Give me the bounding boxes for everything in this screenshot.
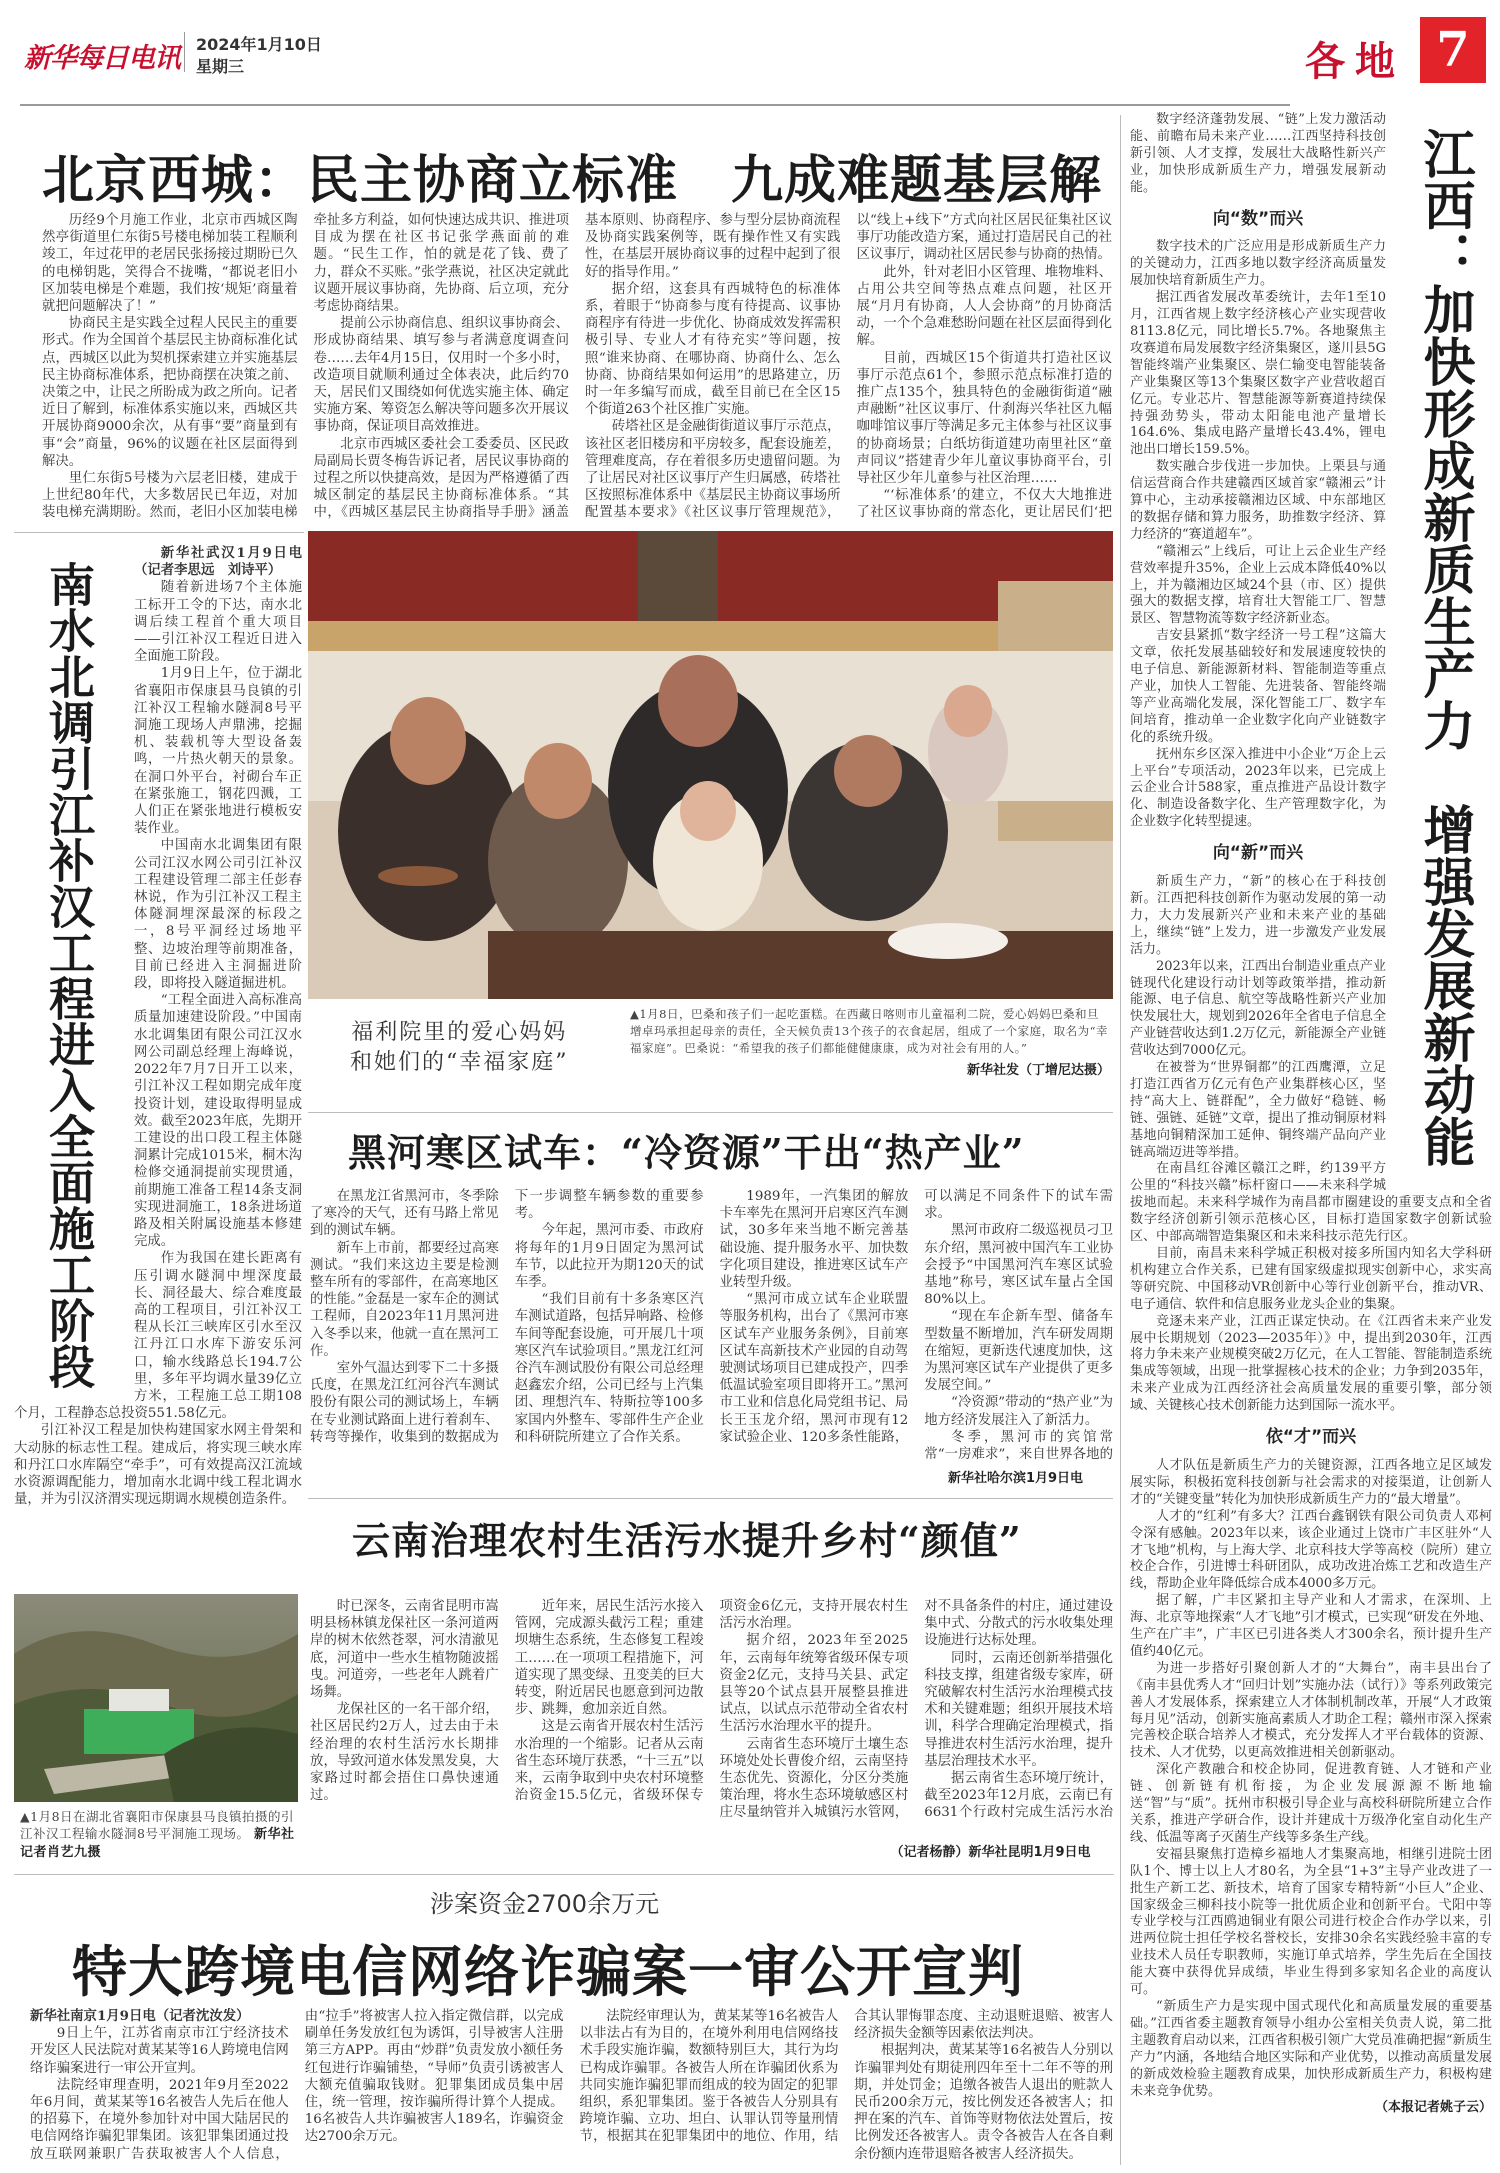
tunnel-photo-caption: [20, 1808, 295, 1861]
paragraph: 2023年以来，江西出台制造业重点产业链现代化建设行动计划等政策举措，推动新能源、电子信息、航空等战略性新兴产业加快发展壮大，规划到2026年全省电子信息全产业链营收达到1.2万亿元，新能源全产业链营收达到7000亿元。: [1130, 958, 1386, 1059]
paragraph: 里仁东街5号楼为六层老旧楼，建成于上世纪80年代，大多数居民已年迈，对加装电梯充满期盼。然而，老旧小区加装电梯牵扯多方利益，如何快速达成共识、推进项目成为摆在社区书记张学燕面前的难题。“民生工作，怕的就是花了钱、费了力，群众不买账。”张学燕说，社区决定就此议题开展议事协商，先协商、后立项，充分考虑协商结果。: [42, 213, 569, 521]
photo-title-line: 福利院里的爱心妈妈: [351, 1020, 568, 1045]
paragraph: “黑河市成立试车企业联盟等服务机构，出台了《黑河市寒区试车产业服务条例》，目前寒区试车高新技术产业园的自动驾驶测试场项目已建成投产，四季低温试验室项目即将开工。”黑河市工业和信息化局党组书记、局长王玉龙介绍，黑河市现有12家试验企业、120多条性能路，可以满足不同条件下的试车需求。: [719, 1189, 1113, 1445]
paragraph: 室外气温达到零下二十多摄氏度，在黑龙江红河谷汽车测试股份有限公司的测试场上，车辆在专业测试路面上进行着刹车、转弯等操作，收集到的数据成为下一步调整车辆参数的重要参考。: [310, 1189, 704, 1445]
paragraph: 在被誉为“世界铜都”的江西鹰潭，立足打造江西省万亿元有色产业集群核心区，坚持“高大上、链群配”，全力做好“稳链、畅链、强链、延链”文章，提出了推动铜原材料基地向铜精深加工延伸、铜终端产品向产业链高端迈进等举措。: [1130, 1060, 1386, 1160]
section-divider: [14, 1874, 1114, 1875]
paragraph: 黑河市政府二级巡视员刁卫东介绍，黑河被中国汽车工业协会授予“中国黑河汽车寒区试验基地”称号，寒区试车量占全国80%以上。: [924, 1223, 1113, 1308]
paragraph: “我们目前有十多条寒区汽车测试道路，包括异响路、检修车间等配套设施，可开展几十项寒区汽车试验项目。”黑龙江红河谷汽车测试股份有限公司总经理赵鑫宏介绍，公司已经与上汽集团、理想汽车、特斯拉等100多家国内外整车、零部件生产企业和科研院所建立了合作关系。: [514, 1292, 704, 1445]
paragraph: 此外，针对老旧小区管理、堆物堆料、占用公共空间等热点难点问题，社区开展“月月有协商，人人会协商”的月协商活动，一个个急难愁盼问题在社区层面得到化解。: [856, 264, 1112, 349]
jiangxi-subheading: 依“才”而兴: [1265, 1427, 1357, 1448]
paragraph: “新质生产力是实现中国式现代化和高质量发展的重要基础。”江西省委主题教育领导小组办公室相关负责人说，第二批主题教育启动以来，江西省积极引领广大党员准确把握“新质生产力”内涵，各地结合地区实际和产业优势，以推动高质量发展的新成效检验主题教育成果，加快形成新质生产力，积极构建未来竞争优势。: [1130, 1998, 1492, 2099]
yunnan-article-body: [310, 1598, 1113, 1838]
column-divider: [1120, 115, 1121, 2165]
jiangxi-article: [1130, 112, 1492, 2167]
paragraph: 数字技术的广泛应用是形成新质生产力的关键动力，江西多地以数字经济高质量发展加快培育新质生产力。: [1130, 239, 1386, 289]
heihe-article-body: [310, 1188, 1113, 1466]
jiangxi-subheading: 向“数”而兴: [1212, 208, 1304, 229]
paragraph: 在黑龙江省黑河市，冬季除了寒冷的天气，还有马路上常见到的测试车辆。: [310, 1189, 499, 1239]
paragraph: 为进一步搭好引聚创新人才的“大舞台”，南丰县出台了《南丰县优秀人才“回归计划”实施办法（试行）》等系列政策完善人才发展体系，探索建立人才体制机制改革，开展“人才政策每月见”活动，创新实施高素质人才助企工程；赣州市深入探索完善校企联合培养人才模式，充分发挥人才平台载体的资源、技术、人才优势，以更高效推进相关创新驱动。: [1130, 1660, 1492, 1761]
beijing-article-body: [42, 212, 1112, 528]
paragraph: 据介绍，这套具有西城特色的标准体系，着眼于“协商参与度有待提高、议事协商程序有待进一步优化、协商成效发挥需积极引导、专业人才有待充实”等问题，按照“谁来协商、在哪协商、协商什么、怎么协商、协商结果如何运用”的思路建立，历时一年多编写而成，截至目前已在全区15个街道263个社区推广实施。: [585, 281, 841, 418]
paragraph: “赣湘云”上线后，可让上云企业生产经营效率提升35%，企业上云成本降低40%以上，并为赣湘边区域24个县（市、区）提供强大的数据支撑，培育壮大智能工厂、智慧景区、智慧物流等数字经济新业态。: [1130, 543, 1386, 627]
photo-title-line: 和她们的“幸福家庭”: [350, 1050, 569, 1075]
paragraph: 据了解，广丰区紧扣主导产业和人才需求，在深圳、上海、北京等地探索“人才飞地”引才模式，已实现“研发在外地、生产在广丰”，广丰区已引进各类人才300余名，预计提升生产值约40亿元。: [1130, 1593, 1492, 1659]
paragraph: 这是云南省开展农村生活污水治理的一个缩影。记者从云南省生态环境厅获悉，“十三五”以来，云南争取到中央农村环境整治资金15.5亿元，省级环保专项资金6亿元，支持开展农村生活污水治理。: [514, 1599, 909, 1804]
masthead-rule: [20, 104, 1290, 106]
paragraph: 深化产教融合和校企协同，促进教育链、人才链和产业链、创新链有机衔接，为企业发展源源不断地输送“智”与“质”。抚州市积极引导企业与高校科研院所建立合作关系，推进产学研合作，设计并建成十万级净化室自动化生产线、低温等离子灭菌生产线等多条生产线。: [1130, 1762, 1492, 1845]
paragraph: 新车上市前，都要经过高寒测试。“我们来这边主要是检测整车所有的零部件，在高寒地区的性能。”金磊是一家车企的测试工程师，自2023年11月黑河进入冬季以来，他就一直在黑河工作。: [310, 1240, 499, 1359]
heihe-headline: 黑河寒区试车：“冷资源”干出“热产业”: [348, 1130, 1025, 1175]
jiangxi-section-paragraphs: [1130, 1458, 1492, 2100]
section-divider: [14, 532, 304, 533]
yunnan-paragraphs: [310, 1598, 1113, 1838]
paragraph: 1月9日上午，位于湖北省襄阳市保康县马良镇的引江补汉工程输水隧洞8号平洞施工现场人声鼎沸，挖掘机、装载机等大型设备轰鸣，一片热火朝天的景象。在洞口外平台，衬砌台车正在紧张施工，钢花四溅，工人们正在紧张地进行模板安装作业。: [134, 666, 302, 837]
paragraph: 提前公示协商信息、组织议事协商会、形成协商结果、填写参与者满意度调查问卷……去年4月15日，仅用时一个多小时，改造项目就顺利通过全体表决，此后约70天，居民们又围绕如何优选实施主体、确定实施方案、筹资怎么解决等问题多次开展议事协商，保证项目高效推进。: [313, 316, 569, 435]
paragraph: 今年起，黑河市委、市政府将每年的1月9日固定为黑河试车节，以此拉开为期120天的试车季。: [514, 1223, 704, 1291]
paragraph: 近年来，居民生活污水接入管网，完成源头截污工程；重建坝塘生态系统，生态修复工程竣工……在一项项工程措施下，河道实现了黑变绿、丑变美的巨大转变，附近居民也愿意到河边散步、跳舞，愈加亲近自然。: [514, 1599, 704, 1718]
fraud-kicker: 涉案资金2700余万元: [430, 1890, 660, 1918]
paragraph: 1989年，一汽集团的解放卡车率先在黑河开启寒区汽车测试，30多年来当地不断完善基础设施、提升服务水平、加快数字化项目建设，推进寒区试车产业转型升级。: [719, 1189, 909, 1291]
issue-date: 2024年1月10日: [196, 35, 322, 54]
paragraph: 龙保社区的一名干部介绍，社区居民约2万人，过去由于未经治理的农村生活污水长期排放，导致河道水体发黑发臭，大家路过时都会捂住口鼻快速通过。: [310, 1702, 499, 1804]
photo-feature-title: [350, 1018, 569, 1078]
paragraph: 新质生产力，“新”的核心在于科技创新。江西把科技创新作为驱动发展的第一动力，大力发展新兴产业和未来产业的基础上，继续“链”上发力，进一步激发产业发展活力。: [1130, 874, 1386, 957]
paragraph: 法院经审理查明，2021年9月至2022年6月间，黄某某等16名被告人先后在他人的招募下，在境外参加针对中国大陆居民的电信网络诈骗犯罪集团。该犯罪集团通过投放互联网兼职广告获取被害人个人信息，由“拉手”将被害人拉入指定微信群，以完成刷单任务发放红包为诱饵，引导被害人注册第三方APP。再由“炒群”负责发放小额任务红包进行诈骗铺垫，“导师”负责引诱被害人大额充值骗取钱财。犯罪集团成员集中居住，统一管理，按诈骗所得计算个人提成。16名被告人共诈骗被害人189名，诈骗资金达2700余万元。: [30, 2009, 564, 2162]
paragraph: 据江西省发展改革委统计，去年1至10月，江西省规上数字经济核心产业实现营收8113.8亿元，同比增长5.7%。各地聚焦主攻赛道布局发展数字经济集聚区，遂川县5G智能终端产业集聚区、崇仁输变电智能装备产业集聚区等13个集聚区数字产业营收超百亿元。专业芯片、智慧能源等新赛道持续保持强劲势头，带动太阳能电池产量增长164.6%、集成电路产量增长43.4%，锂电池出口增长159.5%。: [1130, 290, 1386, 458]
jiangxi-headline: 江西：加快形成新质生产力 增强发展新动能: [1414, 127, 1475, 1167]
photo-feature-caption-block: [630, 1006, 1110, 1078]
paragraph: 在南昌红谷滩区赣江之畔，约139平方公里的“科技兴赣”标杆窗口——未来科学城拔地而起。未来科学城作为南昌都市圈建设的重要支点和全省数字经济创新引领示范核心区，目标打造国家数字创新试验区、中部高端智造集聚区和未来科技示范先行区。: [1130, 1161, 1492, 1245]
fraud-paragraphs: [30, 2008, 1113, 2166]
tunnel-site-image: [14, 1594, 298, 1802]
heihe-paragraphs: [310, 1188, 1113, 1466]
section-divider: [308, 1112, 1113, 1113]
photo-feature-credit: 新华社发（丁增尼达摄）: [966, 1063, 1110, 1078]
paragraph: 引江补汉工程是加快构建国家水网主骨架和大动脉的标志性工程。建成后，将实现三峡水库和丹江口水库隔空“牵手”，可有效提高汉江流域水资源调配能力，增加南水北调中线工程北调水量，并为引汉济渭实现远期调水规模创造条件。: [14, 1423, 302, 1508]
fraud-article-body: [30, 2008, 1113, 2166]
paragraph: 冬季，黑河市的宾馆常常“一房难求”，来自世界各地的: [924, 1429, 1113, 1463]
yunnan-dateline: （记者杨静）新华社昆明1月9日电: [868, 1844, 1113, 1862]
paragraph: “冷资源”带动的“热产业”为地方经济发展注入了新活力。: [924, 1395, 1113, 1428]
paragraph: 随着新进场7个主体施工标开工令的下达，南水北调后续工程首个重大项目——引江补汉工程近日进入全面施工阶段。: [134, 580, 302, 665]
paragraph: 据介绍，2023年至2025年，云南每年统筹省级环保专项资金2亿元，支持马关县、武定县等20个试点县开展整县推进试点，以试点示范带动全省农村生活污水治理水平的提升。: [719, 1633, 909, 1735]
paragraph: “‘标准体系’的建立，不仅大大地推进了社区议事协商的常态化，更让居民们‘把: [856, 488, 1112, 521]
paragraph: 数实融合步伐进一步加快。上栗县与通信运营商合作共建赣西区域首家“赣湘云”计算中心，主动承接赣湘边区域、中东部地区的数据存储和算力服务，助推数字经济、算力经济的“赛道超车”。: [1130, 459, 1386, 542]
paragraph: 9日上午，江苏省南京市江宁经济技术开发区人民法院对黄某某等16人跨境电信网络诈骗案进行一审公开宣判。: [30, 2026, 289, 2076]
newspaper-logo: 新华每日电讯: [24, 43, 180, 74]
paragraph: 人才的“红利”有多大？江西台鑫钢铁有限公司负责人邓柯令深有感触。2023年以来，该企业通过上饶市广丰区驻外“人才飞地”机构，与上海大学、北京科技大学等高校（院所）建立校企合作，引进博士科研团队，成功改进冶炼工艺和改造生产线，帮助企业年降低综合成本4000多万元。: [1130, 1508, 1492, 1592]
paragraph: 人才队伍是新质生产力的关键资源，江西各地立足区域发展实际，积极拓宽科技创新与社会需求的对接渠道，让创新人才的“关键变量”转化为加快形成新质生产力的“最大增量”。: [1130, 1457, 1492, 1507]
yunnan-headline: 云南治理农村生活污水提升乡村“颜值”: [352, 1518, 1022, 1563]
paragraph: 作为我国在建长距离有压引调水隧洞中埋深度最长、洞径最大、综合难度最高的工程项目，引江补汉工程从长江三峡库区引水至汉江丹江口水库下游安乐河口，输水线路总长194.7公里，多年平均调水量39亿立方米，工程施工总工期108个月，工程静态总投资551.58亿元。: [14, 1251, 302, 1422]
jiangxi-byline: （本报记者姚子云）: [1374, 2100, 1492, 2116]
jiangxi-intro: 数字经济蓬勃发展、“链”上发力激活动能、前瞻布局未来产业……江西坚持科技创新引领、人才支撑，发展壮大战略性新兴产业，加快形成新质生产力，增强发展新动能。: [1130, 112, 1386, 195]
issue-date-block: [196, 34, 322, 78]
paragraph: 北京市西城区委社会工委委员、区民政局副局长贾冬梅告诉记者，居民议事协商的过程之所以快捷高效，是因为严格遵循了西城区制定的基层民主协商标准体系。“其中，《西城区基层民主协商指导手册》涵盖基本原则、协商程序、参与型分层协商流程及协商实践案例等，既有操作性又有实践性，在基层开展协商议事的过程中起到了很好的指导作用。”: [313, 213, 841, 521]
paragraph: 砖塔社区是金融街街道议事厅示范点，该社区老旧楼房和平房较多，配套设施差，管理难度高，存在着很多历史遗留问题。为了让居民对社区议事厅产生归属感，砖塔社区按照标准体系中《基层民主协商议事场所配置基本要求》《社区议事厅管理规范》，以“线上+线下”方式向社区居民征集社区议事厅功能改造方案，通过打造居民自己的社区议事厅，调动社区居民参与协商的热情。: [585, 213, 1112, 521]
section-name: 各地: [1305, 38, 1405, 85]
paragraph: 据云南省生态环境厅统计，截至2023年12月底，云南已有6631个行政村完成生活污水治: [924, 1771, 1113, 1821]
paragraph: 法院经审理认为，黄某某等16名被告人以非法占有为目的，在境外利用电信网络技术手段实施诈骗，数额特别巨大，其行为均已构成诈骗罪。各被告人所在诈骗团伙系为共同实施诈骗犯罪而组成的较为固定的犯罪组织，系犯罪集团。鉴于各被告人分别具有跨境诈骗、立功、坦白、认罪认罚等量刑情节，根据其在犯罪集团中的地位、作用，结合其认罪悔罪态度、主动退赃退赔、被害人经济损失金额等因素依法判决。: [579, 2009, 1113, 2145]
paragraph: 协商民主是实践全过程人民民主的重要形式。作为全国首个基层民主协商标准化试点，西城区以此为契机探索建立并实施基层民主协商标准体系，把协商摆在决策之前、决策之中，让民之所盼成为政之所向。记者近日了解到，标准体系实施以来，西城区共开展协商9000余次，从有事“要”商量到有事“会”商量，96%的议题在社区层面得到解决。: [42, 316, 298, 469]
family-eating-cake-image: [308, 531, 1113, 999]
photo-credit: 新华社记者肖艺九摄: [20, 1827, 295, 1860]
nanshui-dateline: 新华社武汉1月9日电（记者李思远 刘诗平）: [134, 545, 302, 579]
paragraph: “工程全面进入高标准高质量加速建设阶段。”中国南水北调集团有限公司江汉水网公司副总经理上海峰说，2022年7月7日开工以来，引江补汉工程如期完成年度投资计划，建设取得明显成效。截至2023年底，先期开工建设的出口段工程主体隧洞累计完成1015米，桐木沟检修交通洞提前实现贯通，前期施工准备工程14条支洞实现进洞施工，18条进场道路及相关附属设施基本修建完成。: [134, 993, 302, 1250]
jiangxi-subheading: 向“新”而兴: [1212, 843, 1304, 864]
paragraph: 目前，西城区15个街道共打造社区议事厅示范点61个，参照示范点标准打造的推广点135个，独具特色的金融街街道“融声融断”社区议事厅、什刹海兴华社区九幅咖啡馆议事厅等满足多元主体参与社区议事的协商场景；白纸坊街道建功南里社区“童声同议”搭建青少年儿童议事协商平台，引导社区少年儿童参与社区治理……: [856, 350, 1112, 487]
beijing-headline: 北京西城：民主协商立标准 九成难题基层解: [42, 150, 1103, 211]
fraud-headline: 特大跨境电信网络诈骗案一审公开宣判: [72, 1939, 1025, 2004]
logo-divider: [184, 32, 185, 72]
paragraph: 时已深冬，云南省昆明市嵩明县杨林镇龙保社区一条河道两岸的树木依然苍翠，河水清澈见底，河道中一些水生植物随波摇曳。河道旁，一些老年人跳着广场舞。: [310, 1599, 499, 1701]
paragraph: 同时，云南还创新举措强化科技支撑，组建省级专家库，研究破解农村生活污水治理模式技术和关键难题；组织开展技术培训，科学合理确定治理模式，指导推进农村生活污水治理，提升基层治理技术水平。: [924, 1650, 1113, 1769]
paragraph: 目前，南昌未来科学城正积极对接多所国内知名大学科研机构建立合作关系，已建有国家级虚拟现实创新中心，求实高等研究院、中国移动VR创新中心等行业创新平台，推动VR、电子通信、软件和信息服务业龙头企业的集聚。: [1130, 1246, 1492, 1312]
caption-text: ▲1月8日在湖北省襄阳市保康县马良镇拍摄的引江补汉工程输水隧洞8号平洞施工现场。: [20, 1809, 295, 1841]
page-number-badge: 7: [1420, 17, 1486, 83]
paragraph: 竞逐未来产业，江西正谋定快动。在《江西省未来产业发展中长期规划（2023—2035年）》中，提出到2030年，江西将力争未来产业规模突破2万亿元，在人工智能、智能制造系统集成等领域，出现一批掌握核心技术的企业；力争到2035年，未来产业成为江西经济社会高质量发展的重要引擎，部分领域、关键核心技术创新能力达到国际一流水平。: [1130, 1313, 1492, 1414]
nanshui-headline: 南水北调引江补汉工程进入全面施工阶段: [42, 561, 96, 1389]
paragraph: 安福县聚焦打造樟乡福地人才集聚高地，相继引进院士团队1个、博士以上人才80名，为全县“1+3”主导产业改进了一批生产新工艺、新技术，培育了国家专精特新“小巨人”企业、国家级金三柳科技小院等一批优质企业和创新平台。弋阳中等专业学校与江西鸥迪铜业有限公司进行校企合作办学以来，引进两位院士担任学校名誉校长，安排30余名实践经验丰富的专业技术人员任专职教师，实施订单式培养，学生先后在全国技能大赛中获得优异成绩，毕业生得到多家知名企业的高度认可。: [1130, 1846, 1492, 1998]
section-divider: [308, 1498, 1113, 1499]
welfare-home-photo: [308, 531, 1113, 999]
paragraph: 云南省生态环境厅土壤生态环境处处长曹俊介绍，云南坚持生态优先、资源化，分区分类施策治理，将水生态环境敏感区村庄尽量纳管并入城镇污水管网，对不具备条件的村庄，通过建设集中式、分散式的污水收集处理设施进行达标处理。: [719, 1599, 1113, 1821]
tunnel-construction-photo: [14, 1594, 298, 1802]
paragraph: 根据判决，黄某某等16名被告人分别以诈骗罪判处有期徒刑四年至十二年不等的刑期，并处罚金；追缴各被告人退出的赃款人民币200余万元，按比例发还各被害人；扣押在案的汽车、首饰等财物依法处置后，按比例发还各被害人。责令各被告人在各自剩余份额内连带退赔各被害人经济损失。: [854, 2043, 1113, 2162]
paragraph: 抚州东乡区深入推进中小企业“万企上云上平台”专项活动，2023年以来，已完成上云企业合计588家，重点推进产品设计数字化、制造设备数字化、生产管理数字化，为企业数字化转型提速。: [1130, 746, 1386, 830]
nanshui-article: [14, 545, 302, 1563]
paragraph: 中国南水北调集团有限公司江汉水网公司引江补汉工程建设管理二部主任彭春林说，作为引江补汉工程主体隧洞埋深最深的标段之一，8号平洞经过场地平整、边坡治理等前期准备，目前已经进入主洞掘进阶段，即将投入隧道掘进机。: [134, 838, 302, 992]
heihe-dateline: 新华社哈尔滨1月9日电: [918, 1470, 1113, 1488]
issue-weekday: 星期三: [196, 57, 245, 76]
paragraph: 吉安县紧抓“数字经济一号工程”这篇大文章，依托发展基础较好和发展速度较快的电子信息、新能源新材料、智能制造等重点产业，加快人工智能、先进装备、智能终端等产业高端化发展，深化智能工厂、数字车间培育，推动单一企业数字化向产业链数字化的系统升级。: [1130, 628, 1386, 745]
paragraph: “现在车企新车型、储备车型数量不断增加，汽车研发周期在缩短，更新迭代速度加快，这为黑河寒区试车产业提供了更多发展空间。”: [924, 1309, 1113, 1394]
fraud-dateline: 新华社南京1月9日电（记者沈汝发）: [30, 2008, 250, 2024]
paragraph: 历经9个月施工作业，北京市西城区陶然亭街道里仁东街5号楼电梯加装工程顺利竣工，年过花甲的老居民张扬接过期盼已久的电梯钥匙，笑得合不拢嘴，“都说老旧小区加装电梯是个难题，我们按‘规矩’商量着就把问题解决了！”: [42, 213, 298, 315]
photo-feature-caption: ▲1月8日，巴桑和孩子们一起吃蛋糕。在西藏日喀则市儿童福利二院，爱心妈妈巴桑和旦增卓玛承担起母亲的责任，全天候负责13个孩子的衣食起居，组成了一个家庭，取名为“幸福家庭”。巴桑说：“希望我的孩子们都能健健康康，成为对社会有用的人。”: [630, 1007, 1109, 1055]
